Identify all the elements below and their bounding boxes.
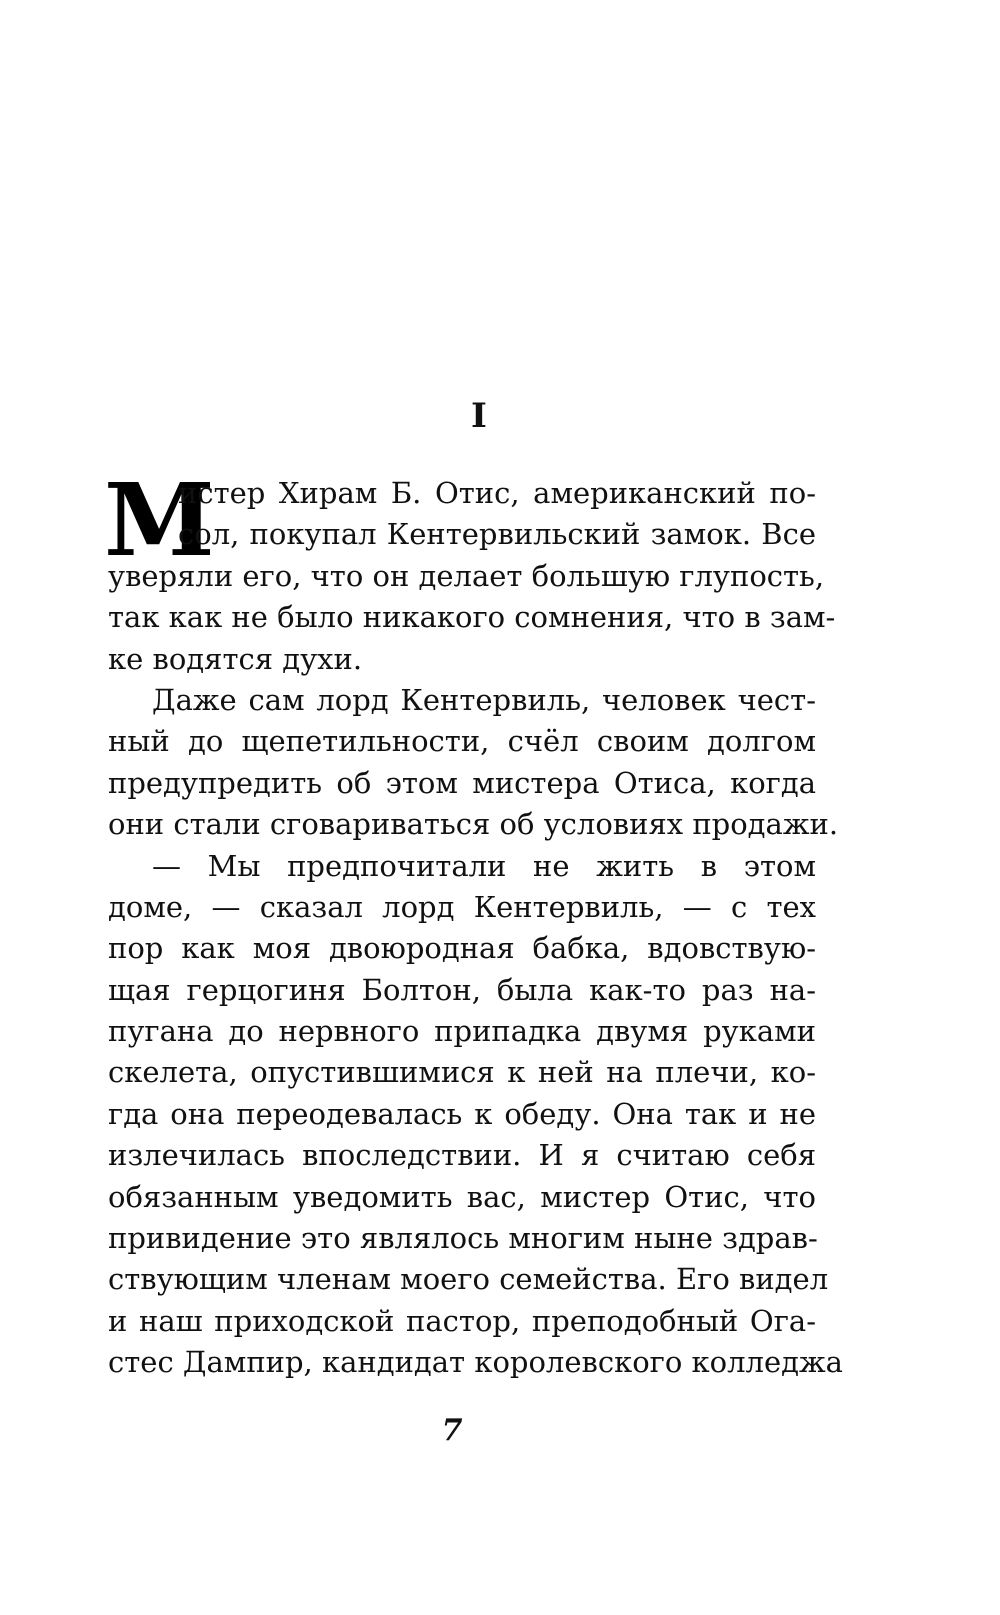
text-line: излечилась впоследствии. И я считаю себя — [108, 1138, 816, 1173]
text-line: ный до щепетильности, счёл своим долгом — [108, 724, 816, 759]
text-line: сол, покупал Кентервильский замок. Все — [178, 517, 816, 552]
text-line: ствующим членам моего семейства. Его видел — [108, 1262, 829, 1297]
text-line: и наш приходской пастор, преподобный Ога- — [108, 1303, 816, 1338]
chapter-number: I — [471, 396, 487, 436]
text-line: привидение это являлось многим ныне здрав- — [108, 1221, 818, 1256]
text-line: пор как моя двоюродная бабка, вдовствую- — [108, 931, 816, 966]
text-line: щая герцогиня Болтон, была как-то раз на- — [108, 972, 816, 1007]
text-line: уверяли его, что он делает большую глупость, — [108, 558, 825, 593]
text-line: ке водятся духи. — [108, 641, 363, 676]
body-text — [108, 473, 843, 1384]
text-line: доме, — сказал лорд Кентервиль, — с тех — [108, 889, 816, 924]
text-line: Даже сам лорд Кентервиль, человек чест- — [152, 682, 816, 717]
drop-cap-letter: М — [104, 461, 213, 579]
text-line: скелета, опустившимися к ней на плечи, ко- — [108, 1055, 816, 1090]
text-line: — Мы предпочитали не жить в этом — [152, 848, 816, 883]
text-line: они стали сговариваться об условиях продажи. — [108, 807, 839, 842]
text-line: пугана до нервного припадка двумя руками — [108, 1014, 816, 1049]
text-line: стес Дампир, кандидат королевского колледжа — [108, 1345, 843, 1380]
text-line: истер Хирам Б. Отис, американский по- — [178, 476, 816, 510]
page-number: 7 — [441, 1413, 463, 1448]
text-line: так как не было никакого сомнения, что в зам- — [108, 600, 836, 635]
text-line: обязанным уведомить вас, мистер Отис, что — [108, 1179, 816, 1214]
text-line: гда она переодевалась к обеду. Она так и не — [108, 1096, 816, 1131]
text-line: предупредить об этом мистера Отиса, когда — [108, 765, 816, 800]
